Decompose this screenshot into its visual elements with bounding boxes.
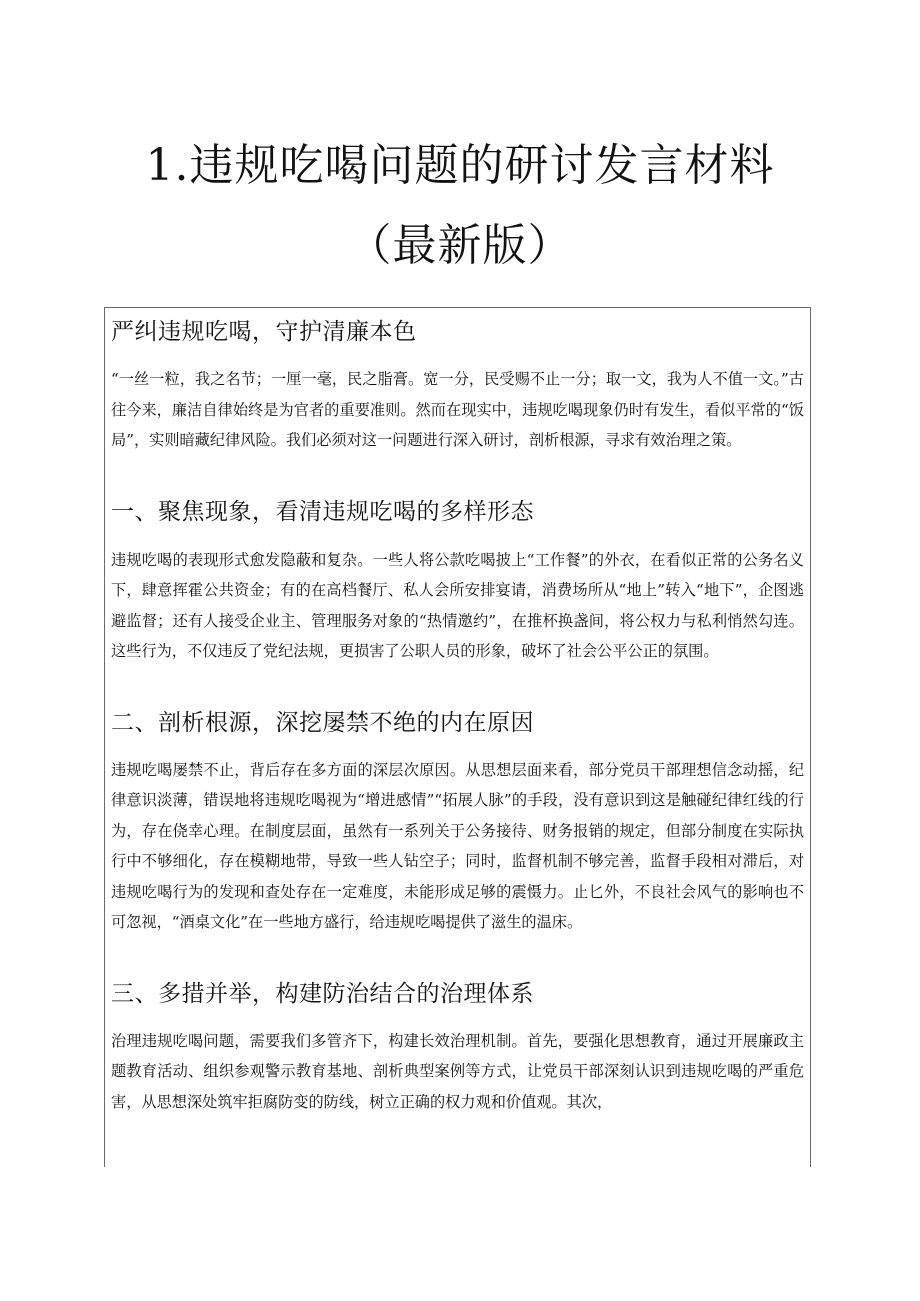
section-body-root-causes: 违规吃喝屡禁不止，背后存在多方面的深层次原因。从思想层面来看，部分党员干部理想信念动摇，纪律意识淡薄，错误地将违规吃喝视为“增进感情”“拓展人脉”的手段，没有意识到这是触碰纪律红线的行为，存在侥幸心理。在制度层面，虽然有一系列关于公务接待、财务报销的规定，但部分制度在实际执行中不够细化，存在模糊地带，导致一些人钻空子；同时，监督机制不够完善，监督手段相对滞后，对违规吃喝行为的发现和查处存在一定难度，未能形成足够的震慑力。止匕外，不良社会风气的影响也不可忽视，“酒桌文化”在一些地方盛行，给违规吃喝提供了滋生的温床。	[111, 760, 804, 931]
section-body-measures: 治理违规吃喝问题，需要我们多管齐下，构建长效治理机制。首先，要强化思想教育，通过开展廉政主题教育活动、组织参观警示教育基地、剖析典型案例等方式，让党员干部深刻认识到违规吃喝的严重危害，从思想深处筑牢拒腐防变的防线，树立正确的权力观和价值观。其次，	[111, 1031, 804, 1111]
section-heading-measures: 三、多措并举，构建防治结合的治理体系	[111, 980, 534, 1007]
section-heading-root-causes: 二、剖析根源，深挖屡禁不绝的内在原因	[111, 709, 534, 736]
content-frame	[104, 307, 811, 1167]
document-title-line2: （最新版）	[347, 220, 573, 271]
document-title	[0, 126, 920, 286]
section-heading-intro: 严纠违规吃喝，守护清廉本色	[111, 319, 417, 345]
section-body-intro: “一丝一粒，我之名节；一厘一毫，民之脂膏。宽一分，民受赐不止一分；取一文，我为人不值一文。”古往今来，廉洁自律始终是为官者的重要准则。然而在现实中，违规吃喝现象仍时有发生，看似平常的“饭局”，实则暗藏纪律风险。我们必须对这一问题进行深入研讨，剖析根源，寻求有效治理之策。	[111, 370, 804, 449]
document-title-line1: 1.违规吃喝问题的研讨发言材料	[145, 140, 775, 191]
section-heading-phenomena: 一、聚焦现象，看清违规吃喝的多样形态	[111, 498, 534, 525]
section-body-phenomena: 违规吃喝的表现形式愈发隐蔽和复杂。一些人将公款吃喝披上“工作餐”的外衣，在看似正常的公务名义下，肆意挥霍公共资金；有的在高档餐厅、私人会所安排宴请，消费场所从“地上”转入“地下”，企图逃避监督；还有人接受企业主、管理服务对象的“热情邀约”，在推杯换盏间，将公权力与私利悄然勾连。这些行为，不仅违反了党纪法规，更损害了公职人员的形象，破坏了社会公平公正的氛围。	[111, 550, 804, 660]
